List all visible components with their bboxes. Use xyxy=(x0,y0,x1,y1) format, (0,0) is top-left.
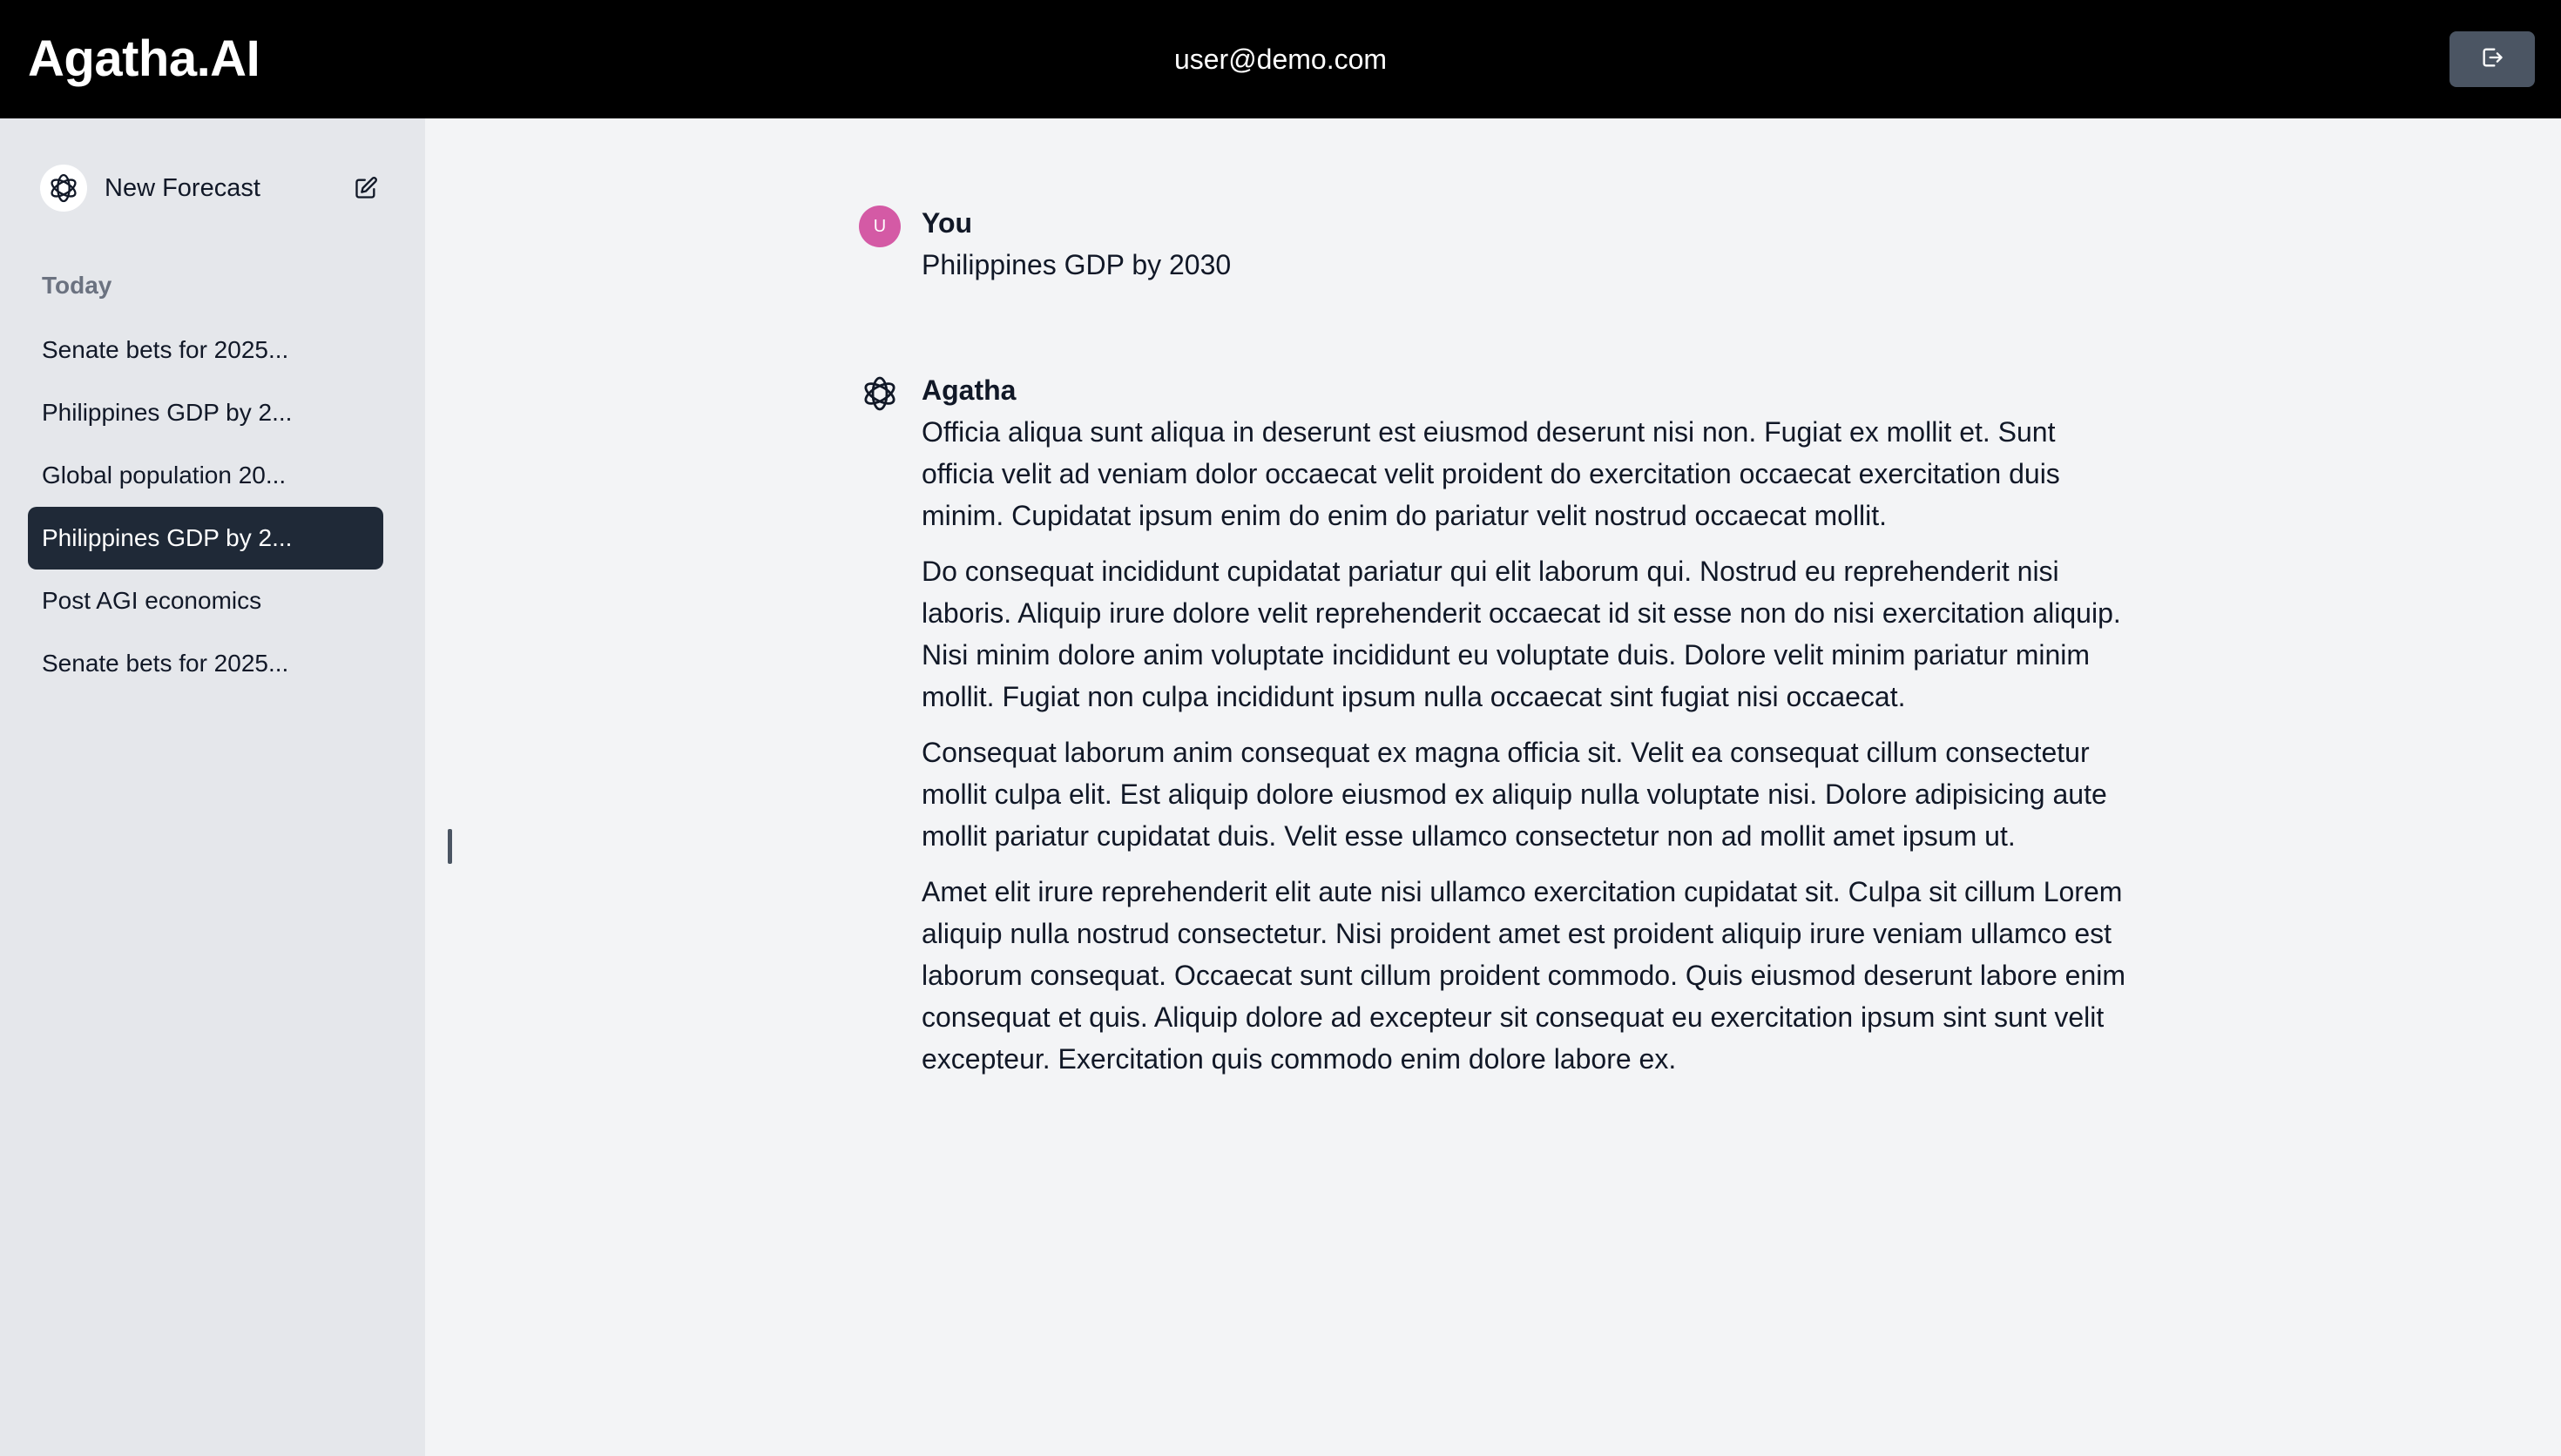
chat-thread xyxy=(859,206,2131,1094)
message-text: Philippines GDP by 2030 xyxy=(922,249,1232,280)
sender-name: You xyxy=(922,207,973,239)
assistant-message xyxy=(859,373,2131,1080)
sender-name: Agatha xyxy=(922,374,1017,406)
section-title-today: Today xyxy=(42,272,112,299)
message-body xyxy=(922,411,2131,1080)
new-forecast-button[interactable] xyxy=(28,160,383,216)
logout-icon xyxy=(2480,45,2504,74)
edit-icon[interactable] xyxy=(348,171,383,206)
top-header xyxy=(0,0,2561,118)
agatha-logo-icon xyxy=(40,165,87,212)
user-avatar: U xyxy=(859,206,901,247)
message-paragraph: Consequat laborum anim consequat ex magna officia sit. Velit ea consequat cillum consectetur mollit culpa elit. Est aliquip dolore eiusmod ex aliquip nulla voluptate nisi. Dolore adipisicing aute mollit pariatur cupidatat duis. Velit esse ullamco consectetur non ad mollit amet ipsum ut. xyxy=(922,737,2107,852)
user-message xyxy=(859,206,2131,286)
history-item[interactable]: Post AGI economics xyxy=(42,587,262,614)
history-list xyxy=(28,319,383,695)
message-paragraph: Amet elit irure reprehenderit elit aute nisi ullamco exercitation cupidatat sit. Culpa sit cillum Lorem aliquip nulla nostrud consectetur. Nisi proident amet est proident aliquip irure veniam ullamco est laborum consequat. Occaecat sunt cillum proident commodo. Quis eiusmod deserunt labore enim consequat et quis. Aliquip dolore ad excepteur sit consequat eu exercitation ipsum sint sunt velit excepteur. Exercitation quis commodo enim dolore labore ex. xyxy=(922,876,2126,1075)
history-item[interactable]: Philippines GDP by 2... xyxy=(42,399,293,426)
history-item[interactable]: Senate bets for 2025... xyxy=(42,650,289,677)
message-paragraph: Do consequat incididunt cupidatat pariatur qui elit laborum qui. Nostrud eu reprehenderit nisi laboris. Aliquip irure dolore velit reprehenderit occaecat id sit esse non do nisi exercitation aliquip. Nisi minim dolore anim voluptate incididunt eu voluptate duis. Dolore velit minim pariatur minim mollit. Fugiat non culpa incididunt ipsum nulla occaecat sint fugiat nisi occaecat. xyxy=(922,556,2121,712)
user-email: user@demo.com xyxy=(1173,44,1388,75)
agatha-logo-icon xyxy=(857,371,902,416)
logout-button[interactable] xyxy=(2450,31,2535,87)
new-forecast-label: New Forecast xyxy=(105,173,260,202)
history-item-active[interactable]: Philippines GDP by 2... xyxy=(28,507,383,570)
message-paragraph: Officia aliqua sunt aliqua in deserunt est eiusmod deserunt nisi non. Fugiat ex mollit et. Sunt officia velit ad veniam dolor occaecat velit proident do exercitation occaecat exercitation duis minim. Cupidatat ipsum enim do enim do pariatur velit nostrud occaecat mollit. xyxy=(922,416,2060,531)
history-item[interactable]: Global population 20... xyxy=(42,462,287,489)
sidebar xyxy=(0,118,425,1456)
brand-logo: Agatha.AI xyxy=(28,30,260,87)
history-item[interactable]: Senate bets for 2025... xyxy=(42,336,289,363)
sidebar-resize-handle[interactable] xyxy=(448,829,452,864)
